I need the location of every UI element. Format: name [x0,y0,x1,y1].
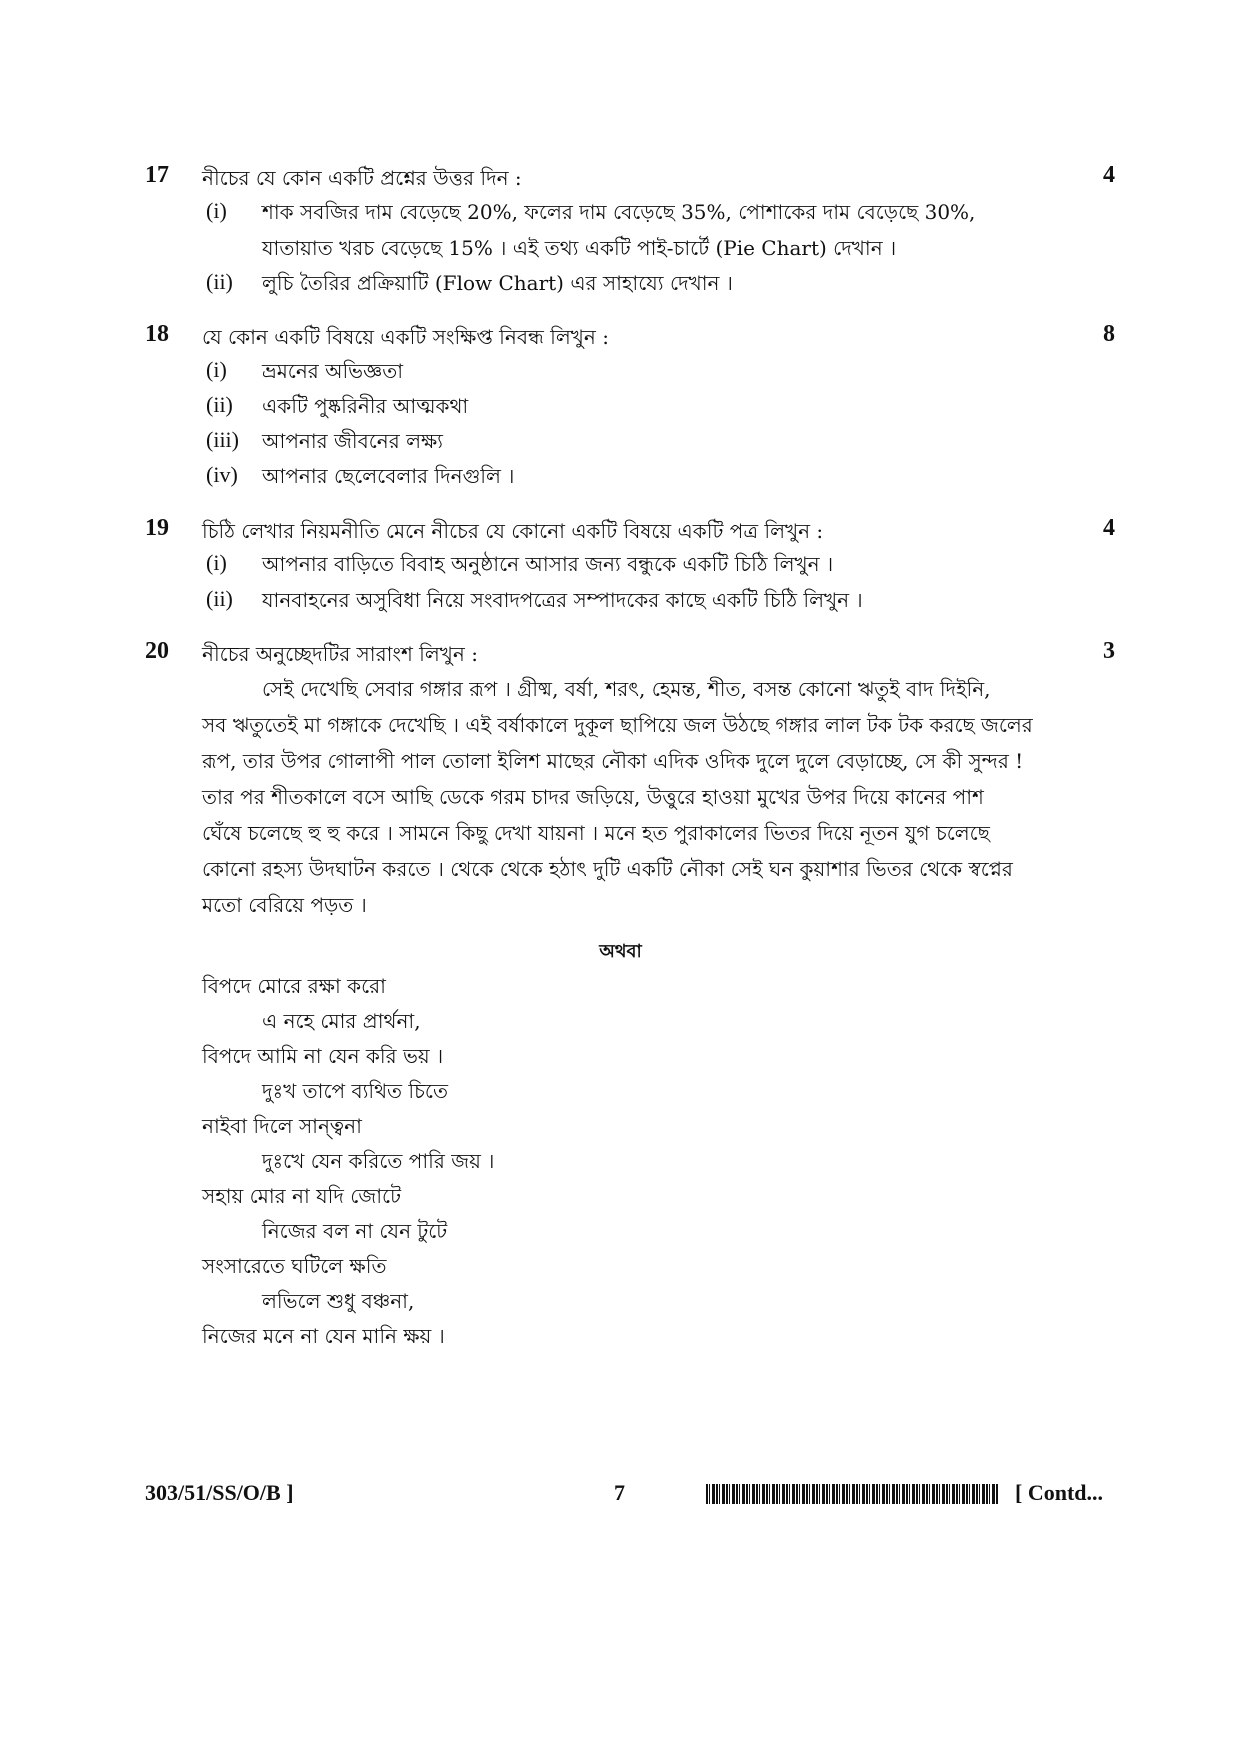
poem-line: নিজের মনে না যেন মানি ক্ষয় । [202,1324,445,1348]
option-19-ii [0,586,1241,622]
passage-line: মতো বেরিয়ে পড়ত । [202,893,367,917]
page-number: 7 [614,1480,625,1505]
option-text: যাতায়াত খরচ বেড়েছে 15% । এই তথ্য একটি পাই-চার্টে (Pie Chart) দেখান । [262,236,897,260]
marks: 4 [1103,162,1115,188]
question-text: যে কোন একটি বিষয়ে একটি সংক্ষিপ্ত নিবন্ধ লিখুন : [202,325,609,349]
option-text: আপনার জীবনের লক্ষ্য [262,429,443,453]
option-text: শাক সবজির দাম বেড়েছে 20%, ফলের দাম বেড়েছে 35%, পোশাকের দাম বেড়েছে 30%, [262,200,976,224]
passage-line: তার পর শীতকালে বসে আছি ডেকে গরম চাদর জড়িয়ে, উত্তুরে হাওয়া মুখের উপর দিয়ে কানের পাশ [202,785,984,809]
paper-code: 303/51/SS/O/B ] [145,1480,294,1505]
continued-label: [ Contd... [1015,1480,1104,1505]
option-text: একটি পুষ্করিনীর আত্মকথা [262,394,469,418]
option-label: (ii) [206,392,233,417]
option-17-ii [0,269,1241,305]
option-18-ii [0,392,1241,428]
question-number: 20 [145,638,169,664]
option-text: আপনার বাড়িতে বিবাহ অনুষ্ঠানে আসার জন্য বন্ধুকে একটি চিঠি লিখুন । [262,552,834,576]
marks: 4 [1103,515,1115,541]
barcode-icon [706,1484,998,1504]
passage-line: কোনো রহস্য উদঘাটন করতে । থেকে থেকে হঠাৎ দুটি একটি নৌকা সেই ঘন কুয়াশার ভিতর থেকে স্বপ্নের [202,857,1013,881]
poem-line: এ নহে মোর প্রার্থনা, [262,1009,421,1033]
marks: 3 [1103,638,1115,664]
option-label: (ii) [206,269,233,294]
option-18-iii [0,427,1241,463]
passage-line: রূপ, তার উপর গোলাপী পাল তোলা ইলিশ মাছের নৌকা এদিক ওদিক দুলে দুলে বেড়াচ্ছে, সে কী সুন্দর ! [202,749,1024,773]
option-17-i-cont [0,234,1241,270]
question-number: 17 [145,162,169,188]
option-text: ভ্রমনের অভিজ্ঞতা [262,359,404,383]
option-17-i [0,198,1241,234]
question-text: চিঠি লেখার নিয়মনীতি মেনে নীচের যে কোনো একটি বিষয়ে একটি পত্র লিখুন : [202,519,824,543]
passage-line: সব ঋতুতেই মা গঙ্গাকে দেখেছি । এই বর্ষাকালে দুকূল ছাপিয়ে জল উঠছে গঙ্গার লাল টক টক করছে জলের [202,713,1033,737]
page-footer [0,1480,1241,1520]
question-text: নীচের অনুচ্ছেদটির সারাংশ লিখুন : [202,642,478,666]
poem-line: সংসারেতে ঘটিলে ক্ষতি [202,1254,387,1278]
option-text: যানবাহনের অসুবিধা নিয়ে সংবাদপত্রের সম্পাদকের কাছে একটি চিঠি লিখুন । [262,588,863,612]
option-18-i [0,357,1241,393]
poem-line: বিপদে আমি না যেন করি ভয় । [202,1044,444,1068]
poem-line: সহায় মোর না যদি জোটে [202,1184,401,1208]
poem-line: দুঃখ তাপে ব্যথিত চিতে [262,1079,448,1103]
passage-line: ঘেঁষে চলেছে হু হু করে । সামনে কিছু দেখা যায়না । মনে হত পুরাকালের ভিতর দিয়ে নূতন যুগ চলেছে [202,821,990,845]
option-label: (iv) [206,462,238,487]
poem-line: নাইবা দিলে সান্ত্বনা [202,1114,362,1138]
option-text: আপনার ছেলেবেলার দিনগুলি । [262,464,515,488]
option-label: (i) [206,198,227,223]
option-label: (ii) [206,586,233,611]
question-number: 19 [145,515,169,541]
question-number: 18 [145,321,169,347]
question-text: নীচের যে কোন একটি প্রশ্নের উত্তর দিন : [202,166,522,190]
poem-line: লভিলে শুধু বঞ্চনা, [262,1289,415,1313]
option-label: (iii) [206,427,239,452]
option-18-iv [0,462,1241,498]
or-separator: অথবা [599,941,642,962]
option-label: (i) [206,357,227,382]
poem-line: বিপদে মোরে রক্ষা করো [202,974,386,998]
option-text: লুচি তৈরির প্রক্রিয়াটি (Flow Chart) এর সাহায্যে দেখান । [262,271,733,295]
passage-line: সেই দেখেছি সেবার গঙ্গার রূপ । গ্রীষ্ম, বর্ষা, শরৎ, হেমন্ত, শীত, বসন্ত কোনো ঋতুই বাদ দিইনি, [262,677,991,701]
poem-line: দুঃখে যেন করিতে পারি জয় । [262,1149,495,1173]
marks: 8 [1103,321,1115,347]
poem-line: নিজের বল না যেন টুটে [262,1219,448,1243]
option-label: (i) [206,550,227,575]
option-19-i [0,550,1241,586]
